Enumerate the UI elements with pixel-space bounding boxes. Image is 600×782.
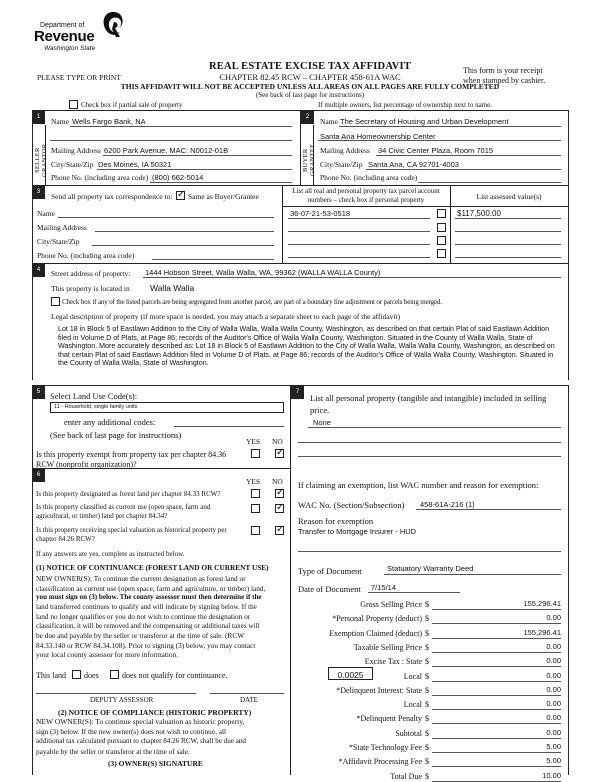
dollar-sign: $ bbox=[425, 771, 429, 781]
seller-phone-label: Phone No. (including area code) bbox=[51, 173, 149, 182]
notice-continuance-line-7: be due and payable by the seller or transferor at the time of sale. (RCW bbox=[36, 631, 245, 640]
receipt-note-1: This form is your receipt bbox=[463, 66, 543, 75]
amount-value[interactable]: 0.00 bbox=[546, 670, 561, 680]
section-6-number: 6 bbox=[32, 469, 45, 482]
amount-value[interactable]: 10.00 bbox=[542, 770, 561, 780]
parcel-list-header: List all real and personal property tax parcel account numbers – check box if personal property bbox=[292, 187, 440, 204]
this-land-label: This land bbox=[36, 671, 66, 680]
send-correspondence-label: Send all property tax correspondence to: bbox=[51, 192, 173, 201]
located-in[interactable]: Walla Walla bbox=[150, 283, 195, 293]
dollar-sign: $ bbox=[425, 657, 429, 667]
amount-value[interactable]: 155,296.41 bbox=[523, 599, 561, 608]
partial-sale-label: Check box if partial sale of property bbox=[81, 101, 183, 109]
amount-value[interactable]: 0.00 bbox=[546, 727, 561, 737]
seller-mailing[interactable]: 6200 Park Avenue, MAC: N0012-01B bbox=[104, 146, 229, 155]
personal-property-checkbox-2[interactable] bbox=[437, 223, 446, 232]
logo-line-1: Department of bbox=[40, 22, 85, 29]
amount-row-label: Total Due bbox=[390, 771, 422, 781]
buyer-name-2[interactable]: Santa Ana Homeownership Center bbox=[320, 132, 436, 141]
personal-property-value[interactable]: None bbox=[313, 418, 331, 427]
reason-label: Reason for exemption bbox=[298, 516, 374, 526]
amount-value[interactable]: 5.00 bbox=[546, 756, 561, 766]
please-type: PLEASE TYPE OR PRINT bbox=[37, 73, 121, 82]
section-7-number: 7 bbox=[291, 386, 304, 399]
notice-continuance-line-3: you must sign on (3) below. The county assessor must then determine if the bbox=[36, 593, 262, 601]
dollar-sign: $ bbox=[425, 600, 429, 609]
amount-row-label: *State Technology Fee bbox=[348, 743, 422, 752]
dollar-sign: $ bbox=[425, 728, 429, 738]
current-use-no-checkbox[interactable] bbox=[275, 504, 284, 513]
amount-underline bbox=[432, 723, 561, 724]
buyer-side-label: BUYER GRANTEE bbox=[302, 143, 316, 177]
dollar-sign: $ bbox=[425, 757, 429, 767]
segregated-checkbox[interactable] bbox=[51, 297, 60, 306]
s5-no-header: NO bbox=[272, 437, 283, 446]
amount-underline bbox=[432, 609, 561, 610]
dollar-sign: $ bbox=[425, 628, 429, 638]
section-4-number: 4 bbox=[32, 264, 45, 277]
partial-sale-checkbox[interactable] bbox=[69, 100, 78, 109]
s6-no-header: NO bbox=[272, 477, 283, 486]
amount-row-label: Gross Selling Price bbox=[360, 600, 422, 609]
s5-see-back: (See back of last page for instructions) bbox=[50, 430, 182, 440]
amount-row-label: Local bbox=[403, 700, 422, 710]
located-in-label: This property is located in bbox=[51, 284, 130, 293]
amount-row-label: Excise Tax : State bbox=[364, 657, 422, 667]
dollar-sign: $ bbox=[425, 714, 429, 724]
notice-continuance-line-4: land transferred continues to qualify and will indicate by signing below. If the bbox=[36, 602, 257, 611]
amount-underline bbox=[432, 709, 561, 710]
if-yes-note: If any answers are yes, complete as instructed below. bbox=[36, 550, 185, 558]
forest-yes-checkbox[interactable] bbox=[251, 489, 260, 498]
exemption-label: If claiming an exemption, list WAC number and reason for exemption: bbox=[298, 480, 539, 490]
notice-continuance-line-1: NEW OWNER(S): To continue the current designation as forest land or bbox=[36, 574, 246, 583]
land-use-select[interactable] bbox=[50, 402, 284, 413]
forest-no-checkbox[interactable] bbox=[275, 489, 284, 498]
personal-property-checkbox-1[interactable] bbox=[437, 209, 446, 218]
amount-row-label: *Affidavit Processing Fee bbox=[338, 757, 422, 767]
section-2-number: 2 bbox=[301, 111, 314, 124]
amount-row-label: Exemption Claimed (deduct) bbox=[329, 628, 422, 638]
buyer-name-label: Name bbox=[320, 117, 338, 126]
dollar-sign: $ bbox=[425, 700, 429, 710]
personal-property-label-2: price. bbox=[310, 405, 330, 415]
notice-continuance-line-2: classification as current use (open space, farm and agriculture, or timber) land, bbox=[36, 583, 266, 593]
notice-compliance-title: (2) NOTICE OF COMPLIANCE (HISTORIC PROPERTY) bbox=[58, 708, 252, 717]
buyer-mailing[interactable]: 34 Civic Center Plaza, Room 7015 bbox=[378, 146, 494, 155]
s3-mailing-label: Mailing Address bbox=[37, 223, 87, 232]
amount-row-label: *Delinquent Penalty bbox=[356, 714, 422, 724]
dollar-sign: $ bbox=[425, 642, 429, 652]
seller-city-label: City/State/Zip bbox=[51, 160, 94, 169]
amount-underline bbox=[432, 666, 561, 667]
exempt-yes-checkbox[interactable] bbox=[251, 449, 260, 458]
amount-row-label: Local bbox=[403, 671, 422, 681]
owner-signature-title: (3) OWNER(S) SIGNATURE bbox=[108, 759, 203, 768]
page-title: REAL ESTATE EXCISE TAX AFFIDAVIT bbox=[208, 61, 412, 72]
amount-underline bbox=[432, 752, 561, 753]
amount-value[interactable]: 0.00 bbox=[546, 713, 561, 723]
assessed-value[interactable]: $117,500.00 bbox=[457, 209, 501, 218]
section-5-number: 5 bbox=[32, 386, 45, 399]
amount-row-label: *Delinquent Interest: State bbox=[336, 685, 422, 695]
land-does-label: does bbox=[84, 671, 99, 680]
amount-underline bbox=[432, 781, 561, 782]
logo-line-3: Washington State bbox=[44, 45, 96, 52]
seller-name[interactable]: Wells Fargo Bank, NA bbox=[72, 117, 146, 126]
logo-line-2: Revenue bbox=[34, 28, 95, 45]
land-does-not-checkbox[interactable] bbox=[110, 670, 119, 679]
legal-description-label: Legal description of property (if more space is needed, you may attach a separate sheet to each page of the affidavit) bbox=[51, 312, 401, 321]
current-use-yes-checkbox[interactable] bbox=[251, 504, 260, 513]
same-as-buyer-checkbox[interactable] bbox=[176, 191, 185, 200]
see-back-line: (See back of last page for instructions) bbox=[255, 91, 365, 99]
amount-underline bbox=[432, 652, 561, 653]
notice-continuance-line-8: 84.33.140 or RCW 84.34.108). Prior to signing (3) below, you may contact bbox=[36, 640, 256, 650]
notice-compliance-line-3: additional tax calculated pursuant to chapter 84.26 RCW, shall be due and bbox=[36, 737, 246, 745]
seller-side-label: SELLER GRANTOR bbox=[34, 143, 48, 177]
personal-property-label: List all personal property (tangible and intangible) included in selling bbox=[310, 393, 547, 403]
amount-value[interactable]: 155,296.41 bbox=[523, 627, 561, 637]
dollar-sign: $ bbox=[425, 614, 429, 624]
wac-label: WAC No. (Section/Subsection) bbox=[298, 500, 405, 510]
buyer-phone-label: Phone No. (including area code) bbox=[320, 173, 418, 182]
land-does-not-label: does not qualify for continuance. bbox=[122, 671, 228, 680]
dor-logo bbox=[34, 8, 124, 68]
wac-number[interactable]: 458-61A-216 (1) bbox=[420, 500, 475, 509]
amount-value[interactable]: 0.00 bbox=[546, 613, 561, 623]
buyer-city-label: City/State/Zip bbox=[320, 160, 363, 169]
notice-continuance-line-6: classification, it will be removed and the compensating or additional taxes will bbox=[36, 621, 260, 630]
land-use-value: 11 - Household, single family units bbox=[54, 404, 138, 410]
notice-compliance-line-2: sign (3) below. If the new owner(s) does not wish to continue, all bbox=[36, 727, 227, 736]
buyer-city[interactable]: Santa Ana, CA 92701-4003 bbox=[368, 160, 459, 169]
logo-swirl-icon bbox=[100, 10, 126, 42]
doc-type-label: Type of Document bbox=[298, 566, 362, 576]
s3-city-label: City/State/Zip bbox=[37, 237, 80, 246]
buyer-mailing-label: Mailing Address bbox=[320, 146, 370, 155]
historic-no-checkbox[interactable] bbox=[275, 526, 284, 535]
personal-property-checkbox-3[interactable] bbox=[437, 236, 446, 245]
exempt-no-checkbox[interactable] bbox=[275, 449, 284, 458]
seller-name-label: Name bbox=[51, 117, 69, 126]
legal-description[interactable]: Lot 18 in Block 5 of Eastlawn Addition to the City of Walla Walla, Walla Walla County, Washington, as described on that certain Plat of said Eastlawn Addition filed in Volume D of Plats, at Page 86; records of the Auditor's Office of Walla Walla County, Washington. Situated in the County of Walla Walla, State of Washington. More accurately described as: Lot 18 in Block 5 of Eastlawn Addition to the City of Walla Walla, Walla Walla County, Washington, as described on that certain Plat of said Eastlawn Addition filed in Volume D of Plats, at Page 86; records of the Auditor's Office of Walla Walla County, Washington. Situated in the County of Walla Walla, State of Washington. bbox=[58, 325, 555, 368]
current-use-question: Is this property classified as current use (open space, farm and agricultural, or timber) land per chapter 84.34? bbox=[36, 503, 211, 520]
forest-question: Is this property designated as forest land per chapter 84.33 RCW? bbox=[36, 490, 221, 498]
notice-compliance-line-4: payable by the seller or transferor at the time of sale. bbox=[36, 747, 190, 756]
dollar-sign: $ bbox=[425, 685, 429, 695]
seller-city[interactable]: Des Moines, IA 50321 bbox=[98, 160, 172, 169]
doc-type[interactable]: Statuatory Warranty Deed bbox=[387, 564, 474, 573]
local-rate-box[interactable] bbox=[328, 667, 373, 680]
amount-row-label: Subtotal bbox=[395, 728, 422, 738]
s5-yes-header: YES bbox=[246, 437, 261, 446]
amount-row-label: Taxable Selling Price bbox=[353, 642, 422, 652]
amount-value[interactable]: 0.00 bbox=[546, 641, 561, 651]
land-use-label: Select Land Use Code(s): bbox=[50, 391, 138, 401]
notice-continuance-line-5: land no longer qualifies or you do not wish to continue the designation or bbox=[36, 612, 251, 621]
amount-underline bbox=[432, 638, 561, 639]
amount-value[interactable]: 5.00 bbox=[546, 742, 561, 751]
date-label: DATE bbox=[240, 696, 258, 704]
amount-underline bbox=[432, 681, 561, 682]
notice-continuance-title: (1) NOTICE OF CONTINUANCE (FOREST LAND OR CURRENT USE) bbox=[36, 563, 269, 572]
s3-name-label: Name bbox=[37, 209, 55, 218]
amount-underline bbox=[432, 738, 561, 739]
s3-phone-label: Phone No. (including area code) bbox=[37, 251, 135, 260]
deputy-assessor-label: DEPUTY ASSESSOR bbox=[90, 696, 154, 704]
buyer-name[interactable]: The Secretary of Housing and Urban Development bbox=[340, 117, 509, 126]
receipt-note-2: when stamped by cashier. bbox=[463, 76, 546, 85]
section-3-number: 3 bbox=[32, 186, 45, 199]
dollar-sign: $ bbox=[425, 671, 429, 681]
historic-question: Is this property receiving special valuation as historical property per chapter 84.26 RCW? bbox=[36, 526, 227, 543]
amount-value[interactable]: 0.00 bbox=[546, 684, 561, 694]
parcel-number[interactable]: 36-07-21-53-0518 bbox=[290, 209, 351, 218]
amount-underline bbox=[432, 766, 561, 767]
multiple-owners-note: If multiple owners, list percentage of ownership next to name. bbox=[318, 101, 492, 109]
dollar-sign: $ bbox=[425, 743, 429, 752]
local-rate-value: 0.0025 bbox=[337, 669, 364, 680]
seller-mailing-label: Mailing Address bbox=[51, 146, 101, 155]
doc-date[interactable]: 7/15/14 bbox=[371, 583, 397, 592]
amount-value[interactable]: 0.00 bbox=[546, 699, 561, 709]
s6-yes-header: YES bbox=[246, 477, 261, 486]
segregated-label: Check box if any of the listed parcels are being segregated from another parcel, are part of a boundary line adjustment or parcels being merged. bbox=[62, 298, 442, 306]
section-1-number: 1 bbox=[32, 111, 45, 124]
doc-date-label: Date of Document bbox=[298, 584, 361, 594]
seller-phone[interactable]: (800) 662-5014 bbox=[152, 173, 204, 182]
street-address-label: Street address of property: bbox=[51, 269, 131, 278]
street-address[interactable]: 1444 Hobson Street, Walla Walla, WA, 99362 (WALLA WALLA County) bbox=[145, 268, 381, 277]
assessed-header: List assessed value(s) bbox=[476, 192, 542, 201]
additional-codes-label: enter any additional codes: bbox=[64, 417, 156, 427]
exempt-question: Is this property exempt from property tax per chapter 84.36 RCW (nonprofit organization)? bbox=[36, 450, 227, 469]
same-as-buyer-label: Same as Buyer/Grantee bbox=[188, 192, 259, 201]
exemption-reason[interactable]: Transfer to Mortgage Insurer - HUD bbox=[298, 527, 417, 536]
amount-row-label: *Personal Property (deduct) bbox=[332, 614, 422, 624]
amount-underline bbox=[432, 695, 561, 696]
historic-yes-checkbox[interactable] bbox=[251, 526, 260, 535]
notice-continuance-line-9: your local county assessor for more information. bbox=[36, 650, 179, 659]
warning-line: THIS AFFIDAVIT WILL NOT BE ACCEPTED UNLESS ALL AREAS ON ALL PAGES ARE FULLY COMPLETED bbox=[120, 82, 500, 91]
notice-compliance-line-1: NEW OWNER(S): To continue special valuation as historic property, bbox=[36, 717, 245, 726]
amount-value[interactable]: 0.00 bbox=[546, 656, 561, 666]
land-does-checkbox[interactable] bbox=[72, 670, 81, 679]
amount-underline bbox=[432, 623, 561, 624]
personal-property-checkbox-4[interactable] bbox=[437, 249, 446, 258]
chapter-line: CHAPTER 82.45 RCW – CHAPTER 458-61A WAC bbox=[219, 72, 401, 82]
